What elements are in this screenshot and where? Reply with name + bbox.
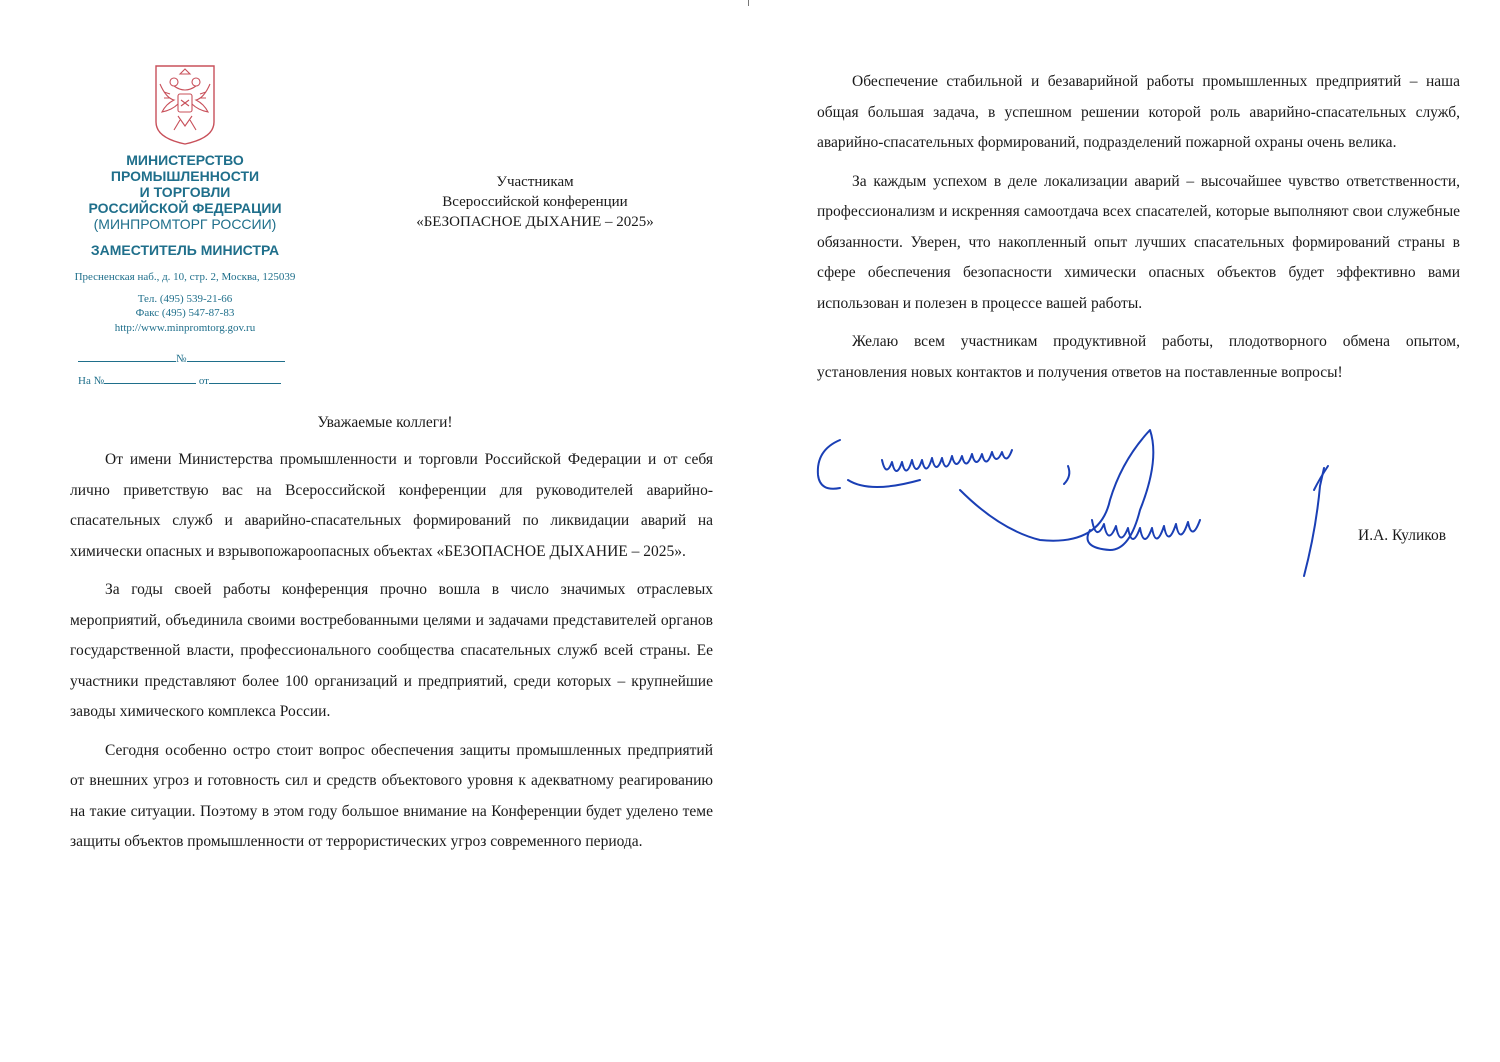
ministry-line: И ТОРГОВЛИ bbox=[139, 184, 231, 200]
signer-name: И.А. Куликов bbox=[1358, 527, 1447, 544]
letter-body-left bbox=[70, 445, 713, 866]
fax: Факс (495) 547-87-83 bbox=[135, 307, 235, 319]
registration-number-line bbox=[60, 351, 310, 365]
ministry-short-name: (МИНПРОМТОРГ РОССИИ) bbox=[93, 216, 277, 232]
paragraph: Желаю всем участникам продуктивной работы, плодотворного обмена опытом, установления новых контактов и получения ответов на поставленные вопросы! bbox=[817, 333, 1460, 381]
addressee-line: Всероссийской конференции bbox=[442, 194, 628, 210]
paragraph: За годы своей работы конференция прочно вошла в число значимых отраслевых мероприятий, объединила своими востребованными целями и задачами представителей органов государственной власти, профессионального сообщества спасательных служб всей страны. Ее участники представляют более 100 организаций и предприятий, среди которых – крупнейшие заводы химического комплекса России. bbox=[70, 581, 713, 720]
blank-line bbox=[209, 373, 281, 384]
paragraph: За каждым успехом в деле локализации аварий – высочайшее чувство ответственности, профессионализм и искренняя самоотдача всех спасателей, которые выполняют свои служебные обязанности. Уверен, что накопленный опыт лучших спасательных формирований страны в сфере обеспечения безопасности химически опасных объектов будет эффективно вами использован и полезен в процессе вашей работы. bbox=[817, 172, 1460, 312]
blank-line bbox=[78, 351, 176, 362]
ministry-name bbox=[60, 152, 310, 216]
reference-line bbox=[60, 373, 310, 387]
addressee-line: «БЕЗОПАСНОЕ ДЫХАНИЕ – 2025» bbox=[416, 214, 654, 230]
right-page bbox=[750, 0, 1500, 1062]
position-title: ЗАМЕСТИТЕЛЬ МИНИСТРА bbox=[90, 242, 280, 258]
blank-line bbox=[187, 351, 285, 362]
phone: Тел. (495) 539-21-66 bbox=[137, 292, 233, 305]
paragraph: Сегодня особенно остро стоит вопрос обеспечения защиты промышленных предприятий от внешних угроз и готовность сил и средств объектового уровня к адекватному реагированию на такие ситуации. Поэтому в этом году большое внимание на Конференции будет уделено теме защиты объектов промышленности от террористических угроз современного периода. bbox=[70, 741, 713, 850]
address: Пресненская наб., д. 10, стр. 2, Москва, 125039 bbox=[74, 271, 296, 283]
contact-block bbox=[60, 270, 310, 335]
letterhead bbox=[60, 64, 310, 387]
addressee-line: Участникам bbox=[496, 174, 574, 190]
ministry-line: МИНИСТЕРСТВО bbox=[126, 152, 244, 168]
letter-body-right bbox=[817, 67, 1460, 396]
double-headed-eagle-emblem bbox=[152, 64, 218, 146]
paragraph: Обеспечение стабильной и безаварийной работы промышленных предприятий – наша общая большая задача, в успешном решении которой роль аварийно-спасательных служб, аварийно-спасательных формирований, подразделений пожарной охраны очень велика. bbox=[817, 73, 1460, 151]
handwritten-closing-and-signature bbox=[810, 420, 1410, 590]
paragraph: От имени Министерства промышленности и торговли Российской Федерации и от себя лично приветствую вас на Всероссийской конференции для руководителей аварийно-спасательных служб и аварийно-спасательных формирований по ликвидации аварий на химически опасных и взрывопожароопасных объектах «БЕЗОПАСНОЕ ДЫХАНИЕ – 2025». bbox=[70, 451, 713, 560]
ministry-line: ПРОМЫШЛЕННОСТИ bbox=[110, 168, 260, 184]
number-sign: № bbox=[176, 353, 187, 365]
website: http://www.minpromtorg.gov.ru bbox=[114, 321, 256, 334]
salutation: Уважаемые коллеги! bbox=[317, 414, 453, 431]
addressee bbox=[380, 172, 690, 232]
reference-prefix: На № bbox=[78, 375, 105, 387]
blank-line bbox=[104, 373, 196, 384]
ministry-line: РОССИЙСКОЙ ФЕДЕРАЦИИ bbox=[88, 200, 282, 216]
reference-from: от bbox=[198, 375, 209, 387]
